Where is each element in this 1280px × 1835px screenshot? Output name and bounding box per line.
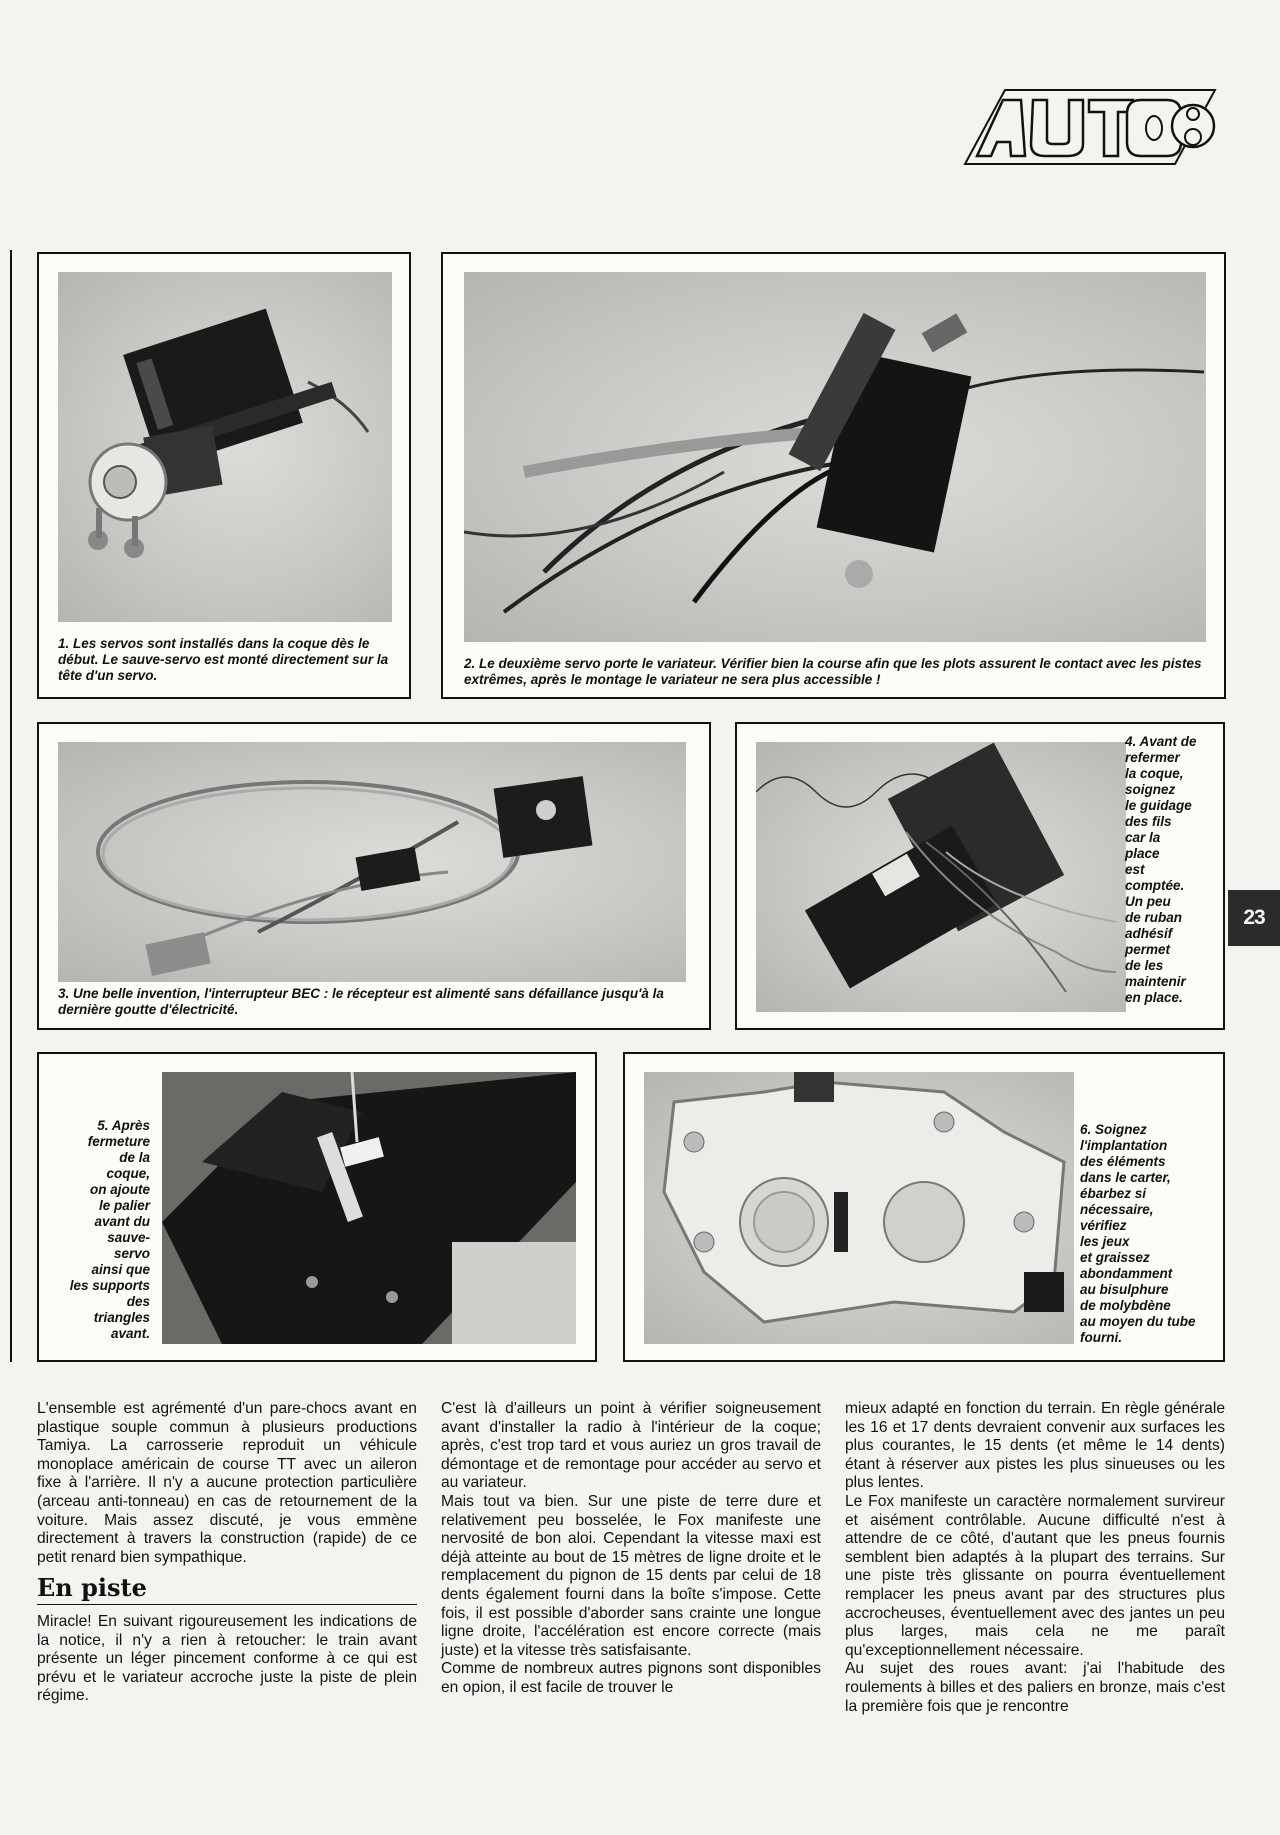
figure-4-caption-line: la coque, bbox=[1125, 766, 1184, 781]
figure-4-caption-line: car la bbox=[1125, 830, 1161, 845]
figure-4-caption-line: refermer bbox=[1125, 750, 1180, 765]
figure-5-caption-line: le palier bbox=[98, 1198, 150, 1213]
figure-4-caption bbox=[1125, 734, 1220, 1006]
article-paragraph: L'ensemble est agrémenté d'un pare-chocs avant en plastique souple commun à plusieurs productions Tamiya. La carrosserie reproduit un véhicule monoplace américain de course TT avec un aileron fixe à l'arrière. Il n'y a aucune protection particulière (arceau anti-tonneau) en cas de retournement de la voiture. Mais assez discuté, je vous emmène directement à travers la construction (rapide) de ce petit renard bien sympathique. bbox=[37, 1400, 417, 1566]
article-paragraph: Miracle! En suivant rigoureusement les indications de la notice, il n'y a rien à retoucher: le train avant présente un léger pincement conforme à ce qui est prévu et le variateur accroche juste la piste de plein régime. bbox=[37, 1612, 417, 1705]
figure-6-caption bbox=[1080, 1122, 1220, 1346]
figure-4-caption-line: de les bbox=[1125, 958, 1164, 973]
figure-6-caption-line: dans le carter, bbox=[1080, 1170, 1171, 1185]
figure-1-panel bbox=[37, 252, 411, 699]
figure-5-caption-line: servo bbox=[113, 1246, 150, 1261]
auto8-logo-graphic bbox=[955, 86, 1220, 166]
figure-6-caption-line: nécessaire, bbox=[1080, 1202, 1154, 1217]
figure-5-caption-line: fermeture bbox=[87, 1134, 150, 1149]
figure-5-photo bbox=[162, 1072, 576, 1344]
figure-4-caption-line: Un peu bbox=[1125, 894, 1171, 909]
figure-4-caption-line: des fils bbox=[1125, 814, 1172, 829]
figure-5-caption-line: sauve- bbox=[107, 1230, 150, 1245]
page-number-tab: 23 bbox=[1228, 890, 1280, 946]
figure-6-caption-line: l'implantation bbox=[1080, 1138, 1168, 1153]
figure-5-caption-line: on ajoute bbox=[90, 1182, 150, 1197]
figure-5-caption-line: coque, bbox=[106, 1166, 150, 1181]
figure-4-caption-line: soignez bbox=[1125, 782, 1176, 797]
figure-5-caption-line: triangles bbox=[93, 1310, 150, 1325]
article-column-2 bbox=[441, 1400, 821, 1698]
figure-5-caption-line: les supports bbox=[69, 1278, 150, 1293]
article-paragraph: Le Fox manifeste un caractère normalement survireur et aisément contrôlable. Aucune difficulté n'est à attendre de ce côté, d'autant que les pneus fournis semblent bien adaptés à la plupart des terrains. Sur une piste très glissante on pourra éventuellement remplacer les pneus avant par des structures plus accrocheuses, éventuellement avec des jantes un peu plus larges, mais cela ne me paraît qu'exceptionnellement nécessaire. bbox=[845, 1492, 1225, 1659]
figure-3-caption: 3. Une belle invention, l'interrupteur BEC : le récepteur est alimenté sans défaillance jusqu'à la dernière goutte d'électricité. bbox=[58, 986, 664, 1017]
article-paragraph: Comme de nombreux autres pignons sont disponibles en opion, il est facile de trouver le bbox=[441, 1660, 821, 1696]
figure-4-photo bbox=[756, 742, 1126, 1012]
figure-4-caption-line: maintenir bbox=[1125, 974, 1186, 989]
figure-4-caption-line: permet bbox=[1125, 942, 1171, 957]
figure-6-caption-line: 6. Soignez bbox=[1080, 1122, 1147, 1137]
article-column-3 bbox=[845, 1400, 1225, 1716]
figure-4-caption-line: comptée. bbox=[1125, 878, 1185, 893]
article-column-1 bbox=[37, 1400, 417, 1706]
figure-4-caption-line: en place. bbox=[1125, 990, 1183, 1005]
magazine-logo bbox=[955, 86, 1220, 166]
figure-3-photo bbox=[58, 742, 686, 982]
figure-4-caption-line: place bbox=[1125, 846, 1160, 861]
figure-5-caption-line: 5. Après bbox=[97, 1118, 150, 1133]
figure-6-caption-line: des éléments bbox=[1080, 1154, 1166, 1169]
figure-4-caption-line: adhésif bbox=[1125, 926, 1173, 941]
figure-6-caption-line: et graissez bbox=[1080, 1250, 1150, 1265]
figure-6-caption-line: fourni. bbox=[1080, 1330, 1122, 1345]
article-paragraph: Au sujet des roues avant: j'ai l'habitude des roulements à billes et des paliers en bronze, mais c'est la première fois que je rencontre bbox=[845, 1660, 1225, 1715]
figure-6-photo bbox=[644, 1072, 1074, 1344]
figure-5-caption-line: avant. bbox=[110, 1326, 150, 1341]
figure-4-caption-line: est bbox=[1125, 862, 1145, 877]
figure-5-caption-line: de la bbox=[119, 1150, 150, 1165]
figure-3-panel bbox=[37, 722, 711, 1030]
figure-6-caption-line: les jeux bbox=[1080, 1234, 1130, 1249]
figure-4-caption-line: le guidage bbox=[1125, 798, 1192, 813]
figure-5-caption-line: ainsi que bbox=[91, 1262, 150, 1277]
figure-4-caption-line: 4. Avant de bbox=[1125, 734, 1197, 749]
figure-6-caption-line: vérifiez bbox=[1080, 1218, 1127, 1233]
figure-6-caption-line: abondamment bbox=[1080, 1266, 1173, 1281]
figure-2-panel bbox=[441, 252, 1226, 699]
figure-6-caption-line: au bisulphure bbox=[1080, 1282, 1169, 1297]
figure-5-panel bbox=[37, 1052, 597, 1362]
figure-5-caption-line: des bbox=[126, 1294, 150, 1309]
figure-5-caption-line: avant du bbox=[94, 1214, 150, 1229]
figure-5-caption bbox=[45, 1118, 150, 1342]
article-paragraph: C'est là d'ailleurs un point à vérifier soigneusement avant d'installer la radio à l'intérieur de la coque; après, c'est trop tard et vous auriez un gros travail de démontage et de remontage pour accéder au servo et au variateur. bbox=[441, 1400, 821, 1492]
figure-4-panel bbox=[735, 722, 1225, 1030]
figure-6-caption-line: de molybdène bbox=[1080, 1298, 1171, 1313]
figure-6-caption-line: ébarbez si bbox=[1080, 1186, 1147, 1201]
figure-6-panel bbox=[623, 1052, 1225, 1362]
section-heading: En piste bbox=[37, 1579, 417, 1605]
figure-4-caption-line: de ruban bbox=[1125, 910, 1183, 925]
figure-2-caption: 2. Le deuxième servo porte le variateur. Vérifier bien la course afin que les plots assurent le contact avec les pistes extrêmes, après le montage le variateur ne sera plus accessible ! bbox=[464, 656, 1202, 687]
article-paragraph: mieux adapté en fonction du terrain. En règle générale les 16 et 17 dents devraient convenir aux surfaces les plus courantes, le 15 dents (et même le 14 dents) étant à réserver aux pistes les plus sinueuses ou les plus lentes. bbox=[845, 1400, 1225, 1492]
figure-1-photo bbox=[58, 272, 392, 622]
figure-6-caption-line: au moyen du tube bbox=[1080, 1314, 1196, 1329]
figure-2-photo bbox=[464, 272, 1206, 642]
article-paragraph: Mais tout va bien. Sur une piste de terre dure et relativement peu bosselée, le Fox manifeste une nervosité de bon aloi. Cependant la vitesse maxi est déjà atteinte au bout de 15 mètres de ligne droite et le remplacement du pignon de 15 dents par celui de 18 dents également fourni dans la boîte s'impose. Cette fois, il est possible d'aborder sans crainte une longue ligne droite, l'accélération est encore correcte (mais juste) et la vitesse très satisfaisante. bbox=[441, 1492, 821, 1659]
figure-1-caption: 1. Les servos sont installés dans la coque dès le début. Le sauve-servo est monté directement sur la tête d'un servo. bbox=[58, 636, 389, 683]
left-border-rule bbox=[10, 250, 12, 1362]
